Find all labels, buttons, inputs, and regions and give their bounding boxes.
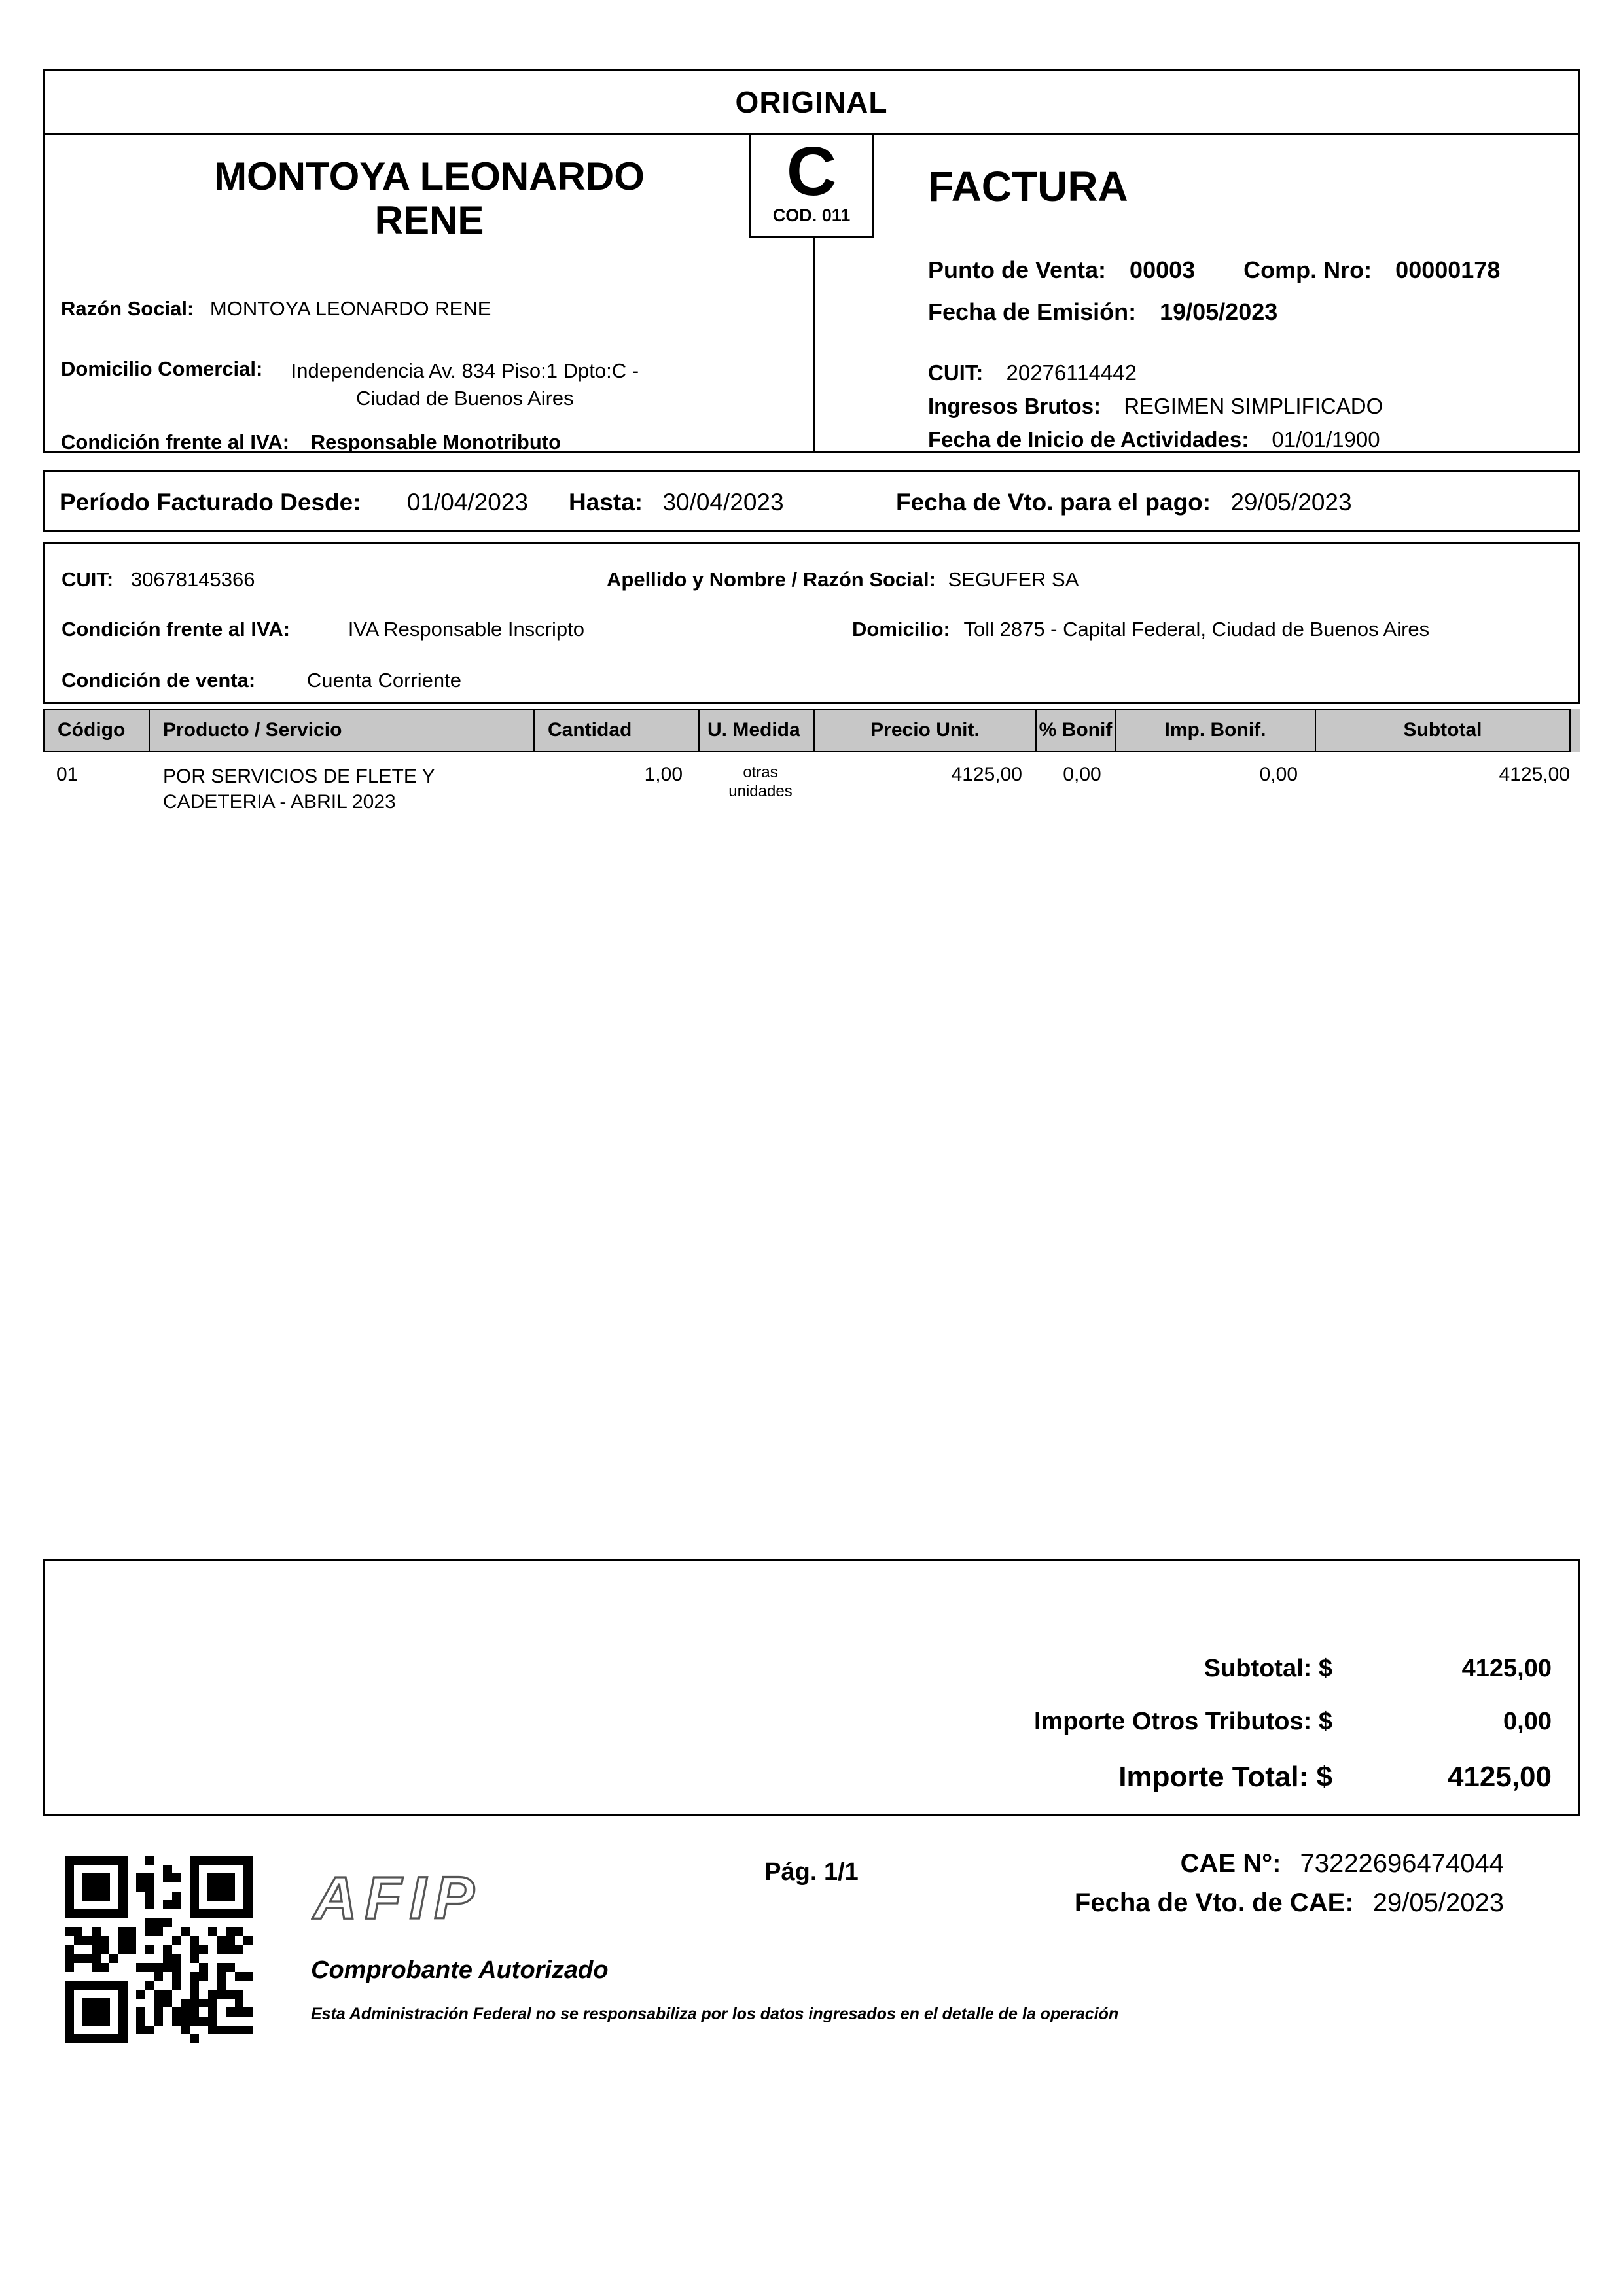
importe-total-row [45,1761,1552,1793]
qr-finder-bottom-left [65,1981,128,2043]
comp-nro-label: Comp. Nro: [1243,256,1372,283]
item-producto: POR SERVICIOS DE FLETE Y CADETERIA - ABRIL 2023 [163,766,435,813]
importe-total-label: Importe Total: $ [1118,1761,1332,1793]
ingresos-brutos-label: Ingresos Brutos: [928,394,1101,418]
inicio-actividades-line [928,427,1380,452]
cae-vto-label: Fecha de Vto. de CAE: [1074,1888,1354,1917]
cae-label: CAE N°: [1180,1849,1281,1878]
periodo-desde-group [60,489,528,516]
vencimiento-pago-label: Fecha de Vto. para el pago: [896,489,1211,516]
header-imp-bonif: Imp. Bonif. [1115,709,1316,752]
invoice-info-panel [813,135,1578,451]
header-u-medida: U. Medida [698,709,815,752]
header-subtotal: Subtotal [1315,709,1571,752]
header-bonif: % Bonif [1035,709,1116,752]
items-table-header [43,709,1580,752]
header-producto-servicio: Producto / Servicio [149,709,535,752]
customer-domicilio-group [852,618,1429,641]
otros-tributos-label: Importe Otros Tributos: $ [1033,1708,1332,1735]
customer-cuit-group [62,568,255,592]
cae-number-line [1181,1849,1504,1879]
condicion-iva-value: Responsable Monotributo [310,431,562,453]
items-table [43,709,1580,815]
period-row [43,470,1580,532]
inicio-actividades-label: Fecha de Inicio de Actividades: [928,427,1249,451]
invoice-letter: C [786,133,837,210]
customer-cuit-label: CUIT: [62,568,114,591]
item-codigo: 01 [56,764,79,785]
importe-total-value: 4125,00 [1447,1761,1552,1793]
customer-iva-label: Condición frente al IVA: [62,618,291,641]
customer-domicilio-value: Toll 2875 - Capital Federal, Ciudad de Buenos Aires [963,618,1430,641]
punto-venta-label: Punto de Venta: [928,256,1107,283]
customer-name-label: Apellido y Nombre / Razón Social: [607,568,936,591]
domicilio-comercial-value: Independencia Av. 834 Piso:1 Dpto:C - Ciudad de Buenos Aires [291,359,639,410]
issuer-cuit-line [928,361,1137,385]
ingresos-brutos-value: REGIMEN SIMPLIFICADO [1124,394,1383,418]
periodo-desde-value: 01/04/2023 [406,489,528,516]
punto-venta-value: 00003 [1130,256,1196,283]
inicio-actividades-value: 01/01/1900 [1272,427,1380,451]
original-banner [43,69,1580,135]
item-subtotal: 4125,00 [1499,764,1570,785]
header-precio-unit: Precio Unit. [813,709,1037,752]
header-codigo: Código [43,709,150,752]
punto-venta-line [928,256,1500,284]
invoice-letter-code: COD. 011 [772,205,851,225]
invoice-letter-box [749,133,874,238]
afip-logo-text: AFIP [313,1865,482,1932]
vencimiento-pago-group [896,489,1352,516]
customer-iva-value: IVA Responsable Inscripto [348,618,584,641]
customer-iva-group [62,618,584,641]
customer-name-group [607,568,1079,592]
cae-vto-value: 29/05/2023 [1372,1888,1504,1917]
condicion-venta-label: Condición de venta: [62,669,256,692]
item-medida: otras unidades [728,764,793,800]
razon-social-value: MONTOYA LEONARDO RENE [209,297,491,320]
comp-nro-value: 00000178 [1395,256,1501,283]
otros-tributos-row [45,1708,1552,1736]
cae-vto-line [1075,1888,1504,1918]
vencimiento-pago-value: 29/05/2023 [1230,489,1352,516]
periodo-hasta-value: 30/04/2023 [662,489,784,516]
ingresos-brutos-line [928,394,1383,419]
otros-tributos-value: 0,00 [1503,1708,1552,1735]
issuer-iva-line [61,431,561,454]
customer-box [43,542,1580,704]
periodo-desde-label: Período Facturado Desde: [60,489,361,516]
invoice-header [43,133,1580,453]
fecha-emision-value: 19/05/2023 [1160,298,1278,325]
cae-value: 73222696474044 [1300,1849,1504,1878]
periodo-hasta-group [569,489,784,516]
header-cantidad: Cantidad [533,709,700,752]
issuer-razon-social-line [61,297,491,321]
condicion-venta-value: Cuenta Corriente [306,669,461,692]
original-label: ORIGINAL [735,85,888,119]
condicion-iva-label: Condición frente al IVA: [61,431,290,453]
totals-box [43,1559,1580,1816]
afip-disclaimer: Esta Administración Federal no se responsabiliza por los datos ingresados en el detalle de la operación [311,2005,1119,2023]
comprobante-autorizado-label: Comprobante Autorizado [311,1956,609,1984]
subtotal-row [45,1655,1552,1683]
issuer-domicilio-line [61,357,658,412]
domicilio-comercial-label: Domicilio Comercial: [61,357,263,380]
customer-domicilio-label: Domicilio: [852,618,950,641]
table-row [43,752,1580,815]
item-imp-bonif: 0,00 [1259,764,1298,785]
subtotal-value: 4125,00 [1461,1655,1552,1682]
customer-cuit-value: 30678145366 [130,568,255,591]
issuer-cuit-label: CUIT: [928,361,984,385]
issuer-cuit-value: 20276114442 [1006,361,1137,385]
periodo-hasta-label: Hasta: [569,489,643,516]
issuer-panel [45,135,813,451]
item-bonif: 0,00 [1063,764,1101,785]
fecha-emision-line [928,298,1277,326]
customer-venta-group [62,669,461,692]
issuer-name: MONTOYA LEONARDO RENE [214,154,645,243]
page-number: Pág. 1/1 [764,1858,859,1886]
subtotal-label: Subtotal: $ [1204,1655,1332,1682]
razon-social-label: Razón Social: [61,297,194,320]
item-cantidad: 1,00 [644,764,683,785]
fecha-emision-label: Fecha de Emisión: [928,298,1137,325]
invoice-title: FACTURA [928,163,1128,210]
customer-name-value: SEGUFER SA [948,568,1079,591]
item-precio: 4125,00 [951,764,1022,785]
